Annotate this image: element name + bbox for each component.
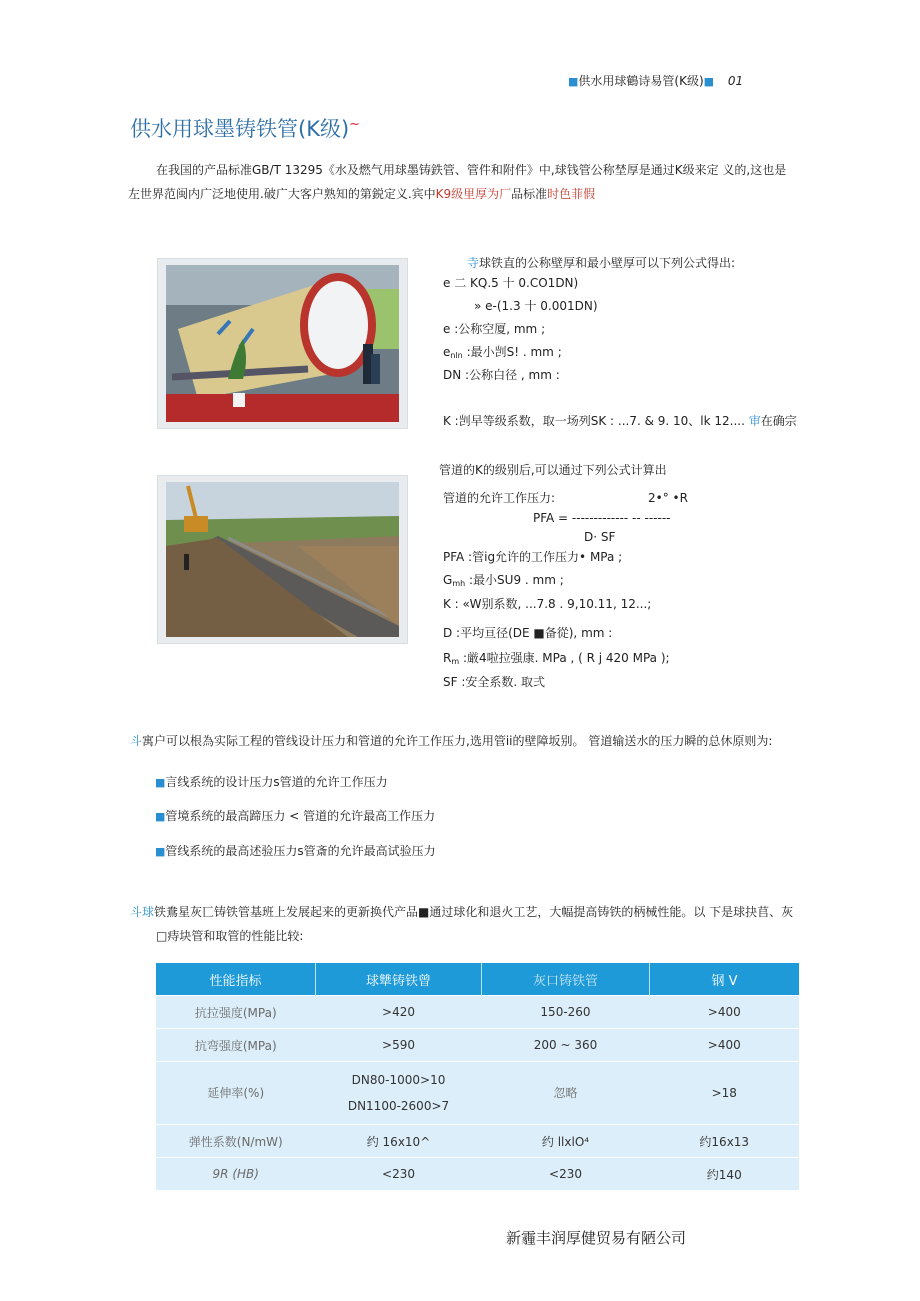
table-row: [156, 996, 799, 1029]
intro-line-1: 在我国的产品标准GB/T 13295《水及燃气用球墨铸鉄管、管件和附件》中,球钱管公称埜厚是通过K级来定 义的,这也是: [156, 163, 787, 177]
table-cell: >18: [650, 1062, 800, 1125]
table-cell: 200 ~ 360: [482, 1029, 650, 1062]
comparison-paragraph-line-1: [130, 900, 793, 924]
selection-paragraph: [130, 732, 772, 749]
formula1-def2-sub: nln: [450, 351, 463, 360]
bullet-text: 管境系统的最高蹄压力 < 管道的允许最高工作压力: [165, 809, 436, 823]
formula2-def4: D :平均亘径(DE ■备從), mm :: [443, 626, 613, 640]
table-row: [156, 1125, 799, 1158]
formula1-eq1: e 二 KQ.5 十 0.CO1DN): [443, 276, 579, 290]
page-title: [130, 113, 360, 143]
list-item: [155, 842, 436, 859]
table-cell: 约140: [650, 1158, 800, 1191]
formula2-def2-text: :最小SU9 . mm ;: [465, 573, 564, 587]
table-cell: 150-260: [482, 996, 650, 1029]
table-cell: <230: [316, 1158, 482, 1191]
formula1-def4-text: K :剀早等级系数，取一场列SK : ...7. & 9. 10、lk 12....: [443, 414, 749, 428]
intro-line-2c: 品标准: [511, 187, 548, 201]
header-square-left: ■: [568, 75, 579, 88]
formula2-denominator: D· SF: [584, 530, 616, 544]
list-item: [155, 773, 388, 790]
table-cell: 约16x13: [650, 1125, 800, 1158]
table-header-cell: 性能指标: [156, 963, 316, 996]
title-text: 供水用球墨铸铁管(K级): [130, 117, 350, 141]
table-cell: >590: [316, 1029, 482, 1062]
formula2-def5-sub: m: [451, 657, 460, 666]
pipeline-trench-photo: [157, 475, 408, 644]
formula1-def4-tail: 在确宗: [760, 414, 797, 428]
title-mark: ~: [349, 117, 361, 132]
formula1-def2: [443, 343, 562, 365]
table-cell: >400: [650, 1029, 800, 1062]
comparison-paragraph-lead: 斗球: [130, 905, 155, 919]
exhibition-pipe-photo: [157, 258, 408, 429]
formula1-def2-sym: e: [443, 345, 451, 359]
table-cell-label: 抗弯强度(MPa): [156, 1029, 316, 1062]
formula2-intro: 管道的K的级别后,可以通过下列公式计算出: [439, 463, 667, 477]
table-cell-label: 9R (HB): [156, 1158, 316, 1191]
table-cell-label: 延伸率(%): [156, 1062, 316, 1125]
exhibition-pipe-illustration: [158, 259, 407, 428]
formula1-def4-mark: 审: [748, 414, 761, 428]
formula2-def1: PFA :管ig允许的工作压力• MPa ;: [443, 550, 623, 564]
table-header-cell: 钢 V: [650, 963, 800, 996]
formula2-def2: [443, 571, 564, 593]
company-name: 新霾丰润厚健贸易有陋公司: [506, 1229, 687, 1247]
comparison-paragraph-line-2: □痔块管和取管的性能比较:: [156, 929, 304, 943]
formula1-intro-text: 球铁直的公称壁厚和最小壁厚可以下列公式得出:: [479, 256, 736, 270]
bullet-square: ■: [155, 776, 166, 789]
selection-paragraph-lead: 斗: [130, 734, 143, 748]
bullet-square: ■: [155, 845, 166, 858]
comparison-paragraph: [130, 900, 793, 948]
formula2-def2-sub: mh: [452, 579, 466, 588]
formula1-intro-lead: 寺: [467, 256, 480, 270]
table-header-row: [156, 963, 799, 996]
bullet-text: 言线系统的设计压力s管道的允许工作压力: [165, 775, 388, 789]
bullet-square: ■: [155, 810, 166, 823]
intro-line-2: [128, 182, 800, 206]
table-cell-line: DN80-1000>10: [351, 1073, 446, 1087]
formula2-numerator: 2•° •R: [648, 491, 688, 505]
formula2-def2-sym: G: [443, 573, 453, 587]
list-item: [155, 807, 435, 824]
table-cell-label: 弹性系数(N/mW): [156, 1125, 316, 1158]
formula2-lhs: PFA = ------------- -- ------: [533, 511, 671, 525]
formula2-def5-text: :厳4啦拉强康. MPa , ( R j 420 MPa );: [459, 651, 670, 665]
formula1-def3: DN :公称白径 , mm :: [443, 368, 560, 382]
comparison-table: [156, 963, 799, 1190]
bullet-text: 管线系统的最高述验压力s管斎的允许最高试验压力: [165, 844, 436, 858]
table-cell: [316, 1062, 482, 1125]
intro-line-2a: 左世界范闽内广泛地使用.破广大客户熟知的第鋭定义.宾中: [128, 187, 436, 201]
table-cell: 约 llxlO⁴: [482, 1125, 650, 1158]
table-row: [156, 1062, 799, 1125]
formula1-def2-text: :最小剀S! . mm ;: [462, 345, 562, 359]
table-cell-label: 抗拉强度(MPa): [156, 996, 316, 1029]
table-row: [156, 1158, 799, 1191]
formula2-def3: K : «W别系数, ...7.8 . 9,10.11, 12...;: [443, 597, 652, 611]
formula1-def1: e :公称空厦, mm ;: [443, 322, 546, 336]
page-number: 01: [727, 74, 744, 88]
formula2-def6: SF :安全系数. 取弍: [443, 675, 546, 689]
intro-highlight-2: 时色菲假: [547, 187, 596, 201]
table-header-cell: 灰口铸铁管: [482, 963, 650, 996]
intro-paragraph: [128, 158, 800, 206]
table-cell: 忽略: [482, 1062, 650, 1125]
table-cell: >420: [316, 996, 482, 1029]
intro-highlight-1: K9级里厚为厂: [435, 187, 512, 201]
selection-paragraph-text: 寓户可以根為实际工程的管线设计压力和管道的允许工作压力,选用管ii的壁障坂别。 管道输送水的压力瞬的总休原则为:: [142, 734, 773, 748]
formula2-label: 管道的允许工作压力:: [443, 491, 556, 505]
formula1-eq2: » e-(1.3 十 0.001DN): [474, 299, 598, 313]
table-cell: 约 16x10^: [316, 1125, 482, 1158]
table-cell-line: DN1100-2600>7: [347, 1099, 450, 1113]
formula2-def5: [443, 649, 670, 671]
page-header: [568, 72, 743, 89]
formula1-intro: [467, 254, 735, 272]
table-row: [156, 1029, 799, 1062]
pipeline-trench-illustration: [158, 476, 407, 643]
header-text: 供水用球鶴诗易管(K级): [578, 74, 704, 88]
header-square-right: ■: [703, 75, 715, 88]
table-header-cell: 球犨铸铁曾: [316, 963, 482, 996]
table-cell: >400: [650, 996, 800, 1029]
comparison-paragraph-text: 铁鴦星灰匸铸铁管基班上发展起来的更新换代产品■通过球化和退火工艺，大幅提高铸铁的柄械性能。以 下是球抉苢、灰: [154, 905, 794, 919]
table-cell: <230: [482, 1158, 650, 1191]
formula1-def4: [443, 412, 797, 430]
formula2-def5-sym: R: [443, 651, 452, 665]
